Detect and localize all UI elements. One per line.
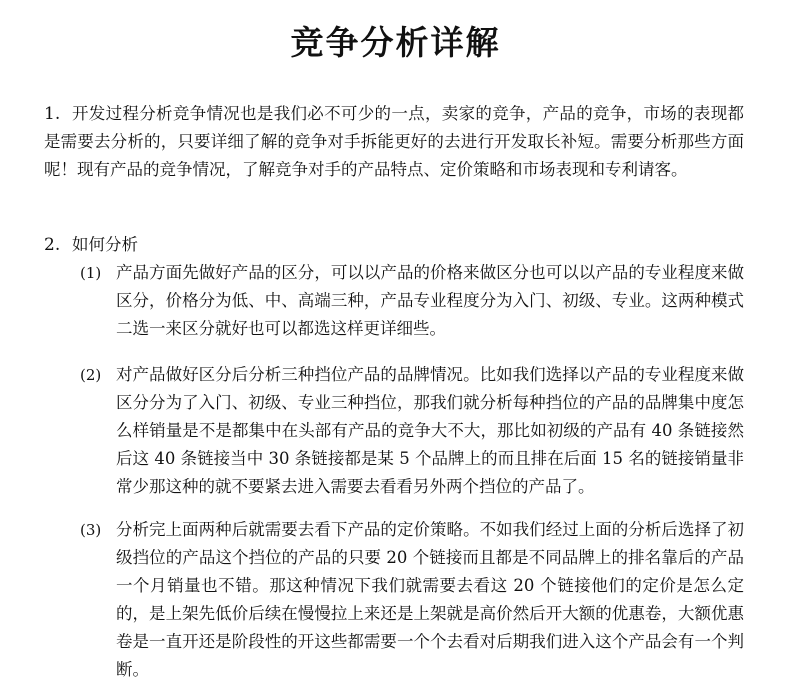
section-2-number: 2. (44, 235, 61, 255)
subitem-1-number: (1) (80, 264, 102, 282)
subitem-1-paragraph: 产品方面先做好产品的区分，可以以产品的价格来做区分也可以以产品的专业程度来做区分，价格分为低、中、高端三种，产品专业程度分为入门、初级、专业。这两种模式二选一来区分就好也可以都选这样更详细些。 (116, 263, 744, 338)
subitem-3-number: (3) (80, 521, 102, 539)
subitem-2-number: (2) (80, 366, 102, 384)
page-title: 竞争分析详解 (290, 23, 501, 62)
subitem-2-paragraph: 对产品做好区分后分析三种挡位产品的品牌情况。比如我们选择以产品的专业程度来做区分分为了入门、初级、专业三种挡位，那我们就分析每种挡位的产品的品牌集中度怎么样销量是不是都集中在头部有产品的竞争大不大，那比如初级的产品有 40 条链接然后这 40 条链接当中 30 条链接都是某 5 个品牌上的而且排在后面 15 名的链接销量非常少那这种的就不要紧去进入需要去看看另外两个挡位的产品了。 (116, 365, 744, 496)
section-1-paragraph: 开发过程分析竞争情况也是我们必不可少的一点，卖家的竞争，产品的竞争，市场的表现都是需要去分析的，只要详细了解的竞争对手拆能更好的去进行开发取长补短。需要分析那些方面呢！现有产品的竞争情况，了解竞争对手的产品特点、定价策略和市场表现和专利请客。 (44, 104, 744, 179)
subitem-3-paragraph: 分析完上面两种后就需要去看下产品的定价策略。不如我们经过上面的分析后选择了初级挡位的产品这个挡位的产品的只要 20 个链接而且都是不同品牌上的排名靠后的产品一个月销量也不错。那这种情况下我们就需要去看这 20 个链接他们的定价是怎么定的，是上架先低价后续在慢慢拉上来还是上架就是高价然后开大额的优惠卷，大额优惠卷是一直开还是阶段性的开这些都需要一个个去看对后期我们进入这个产品会有一个判断。 (116, 520, 744, 679)
section-1-number: 1. (44, 104, 61, 124)
section-2-heading: 如何分析 (72, 235, 138, 254)
